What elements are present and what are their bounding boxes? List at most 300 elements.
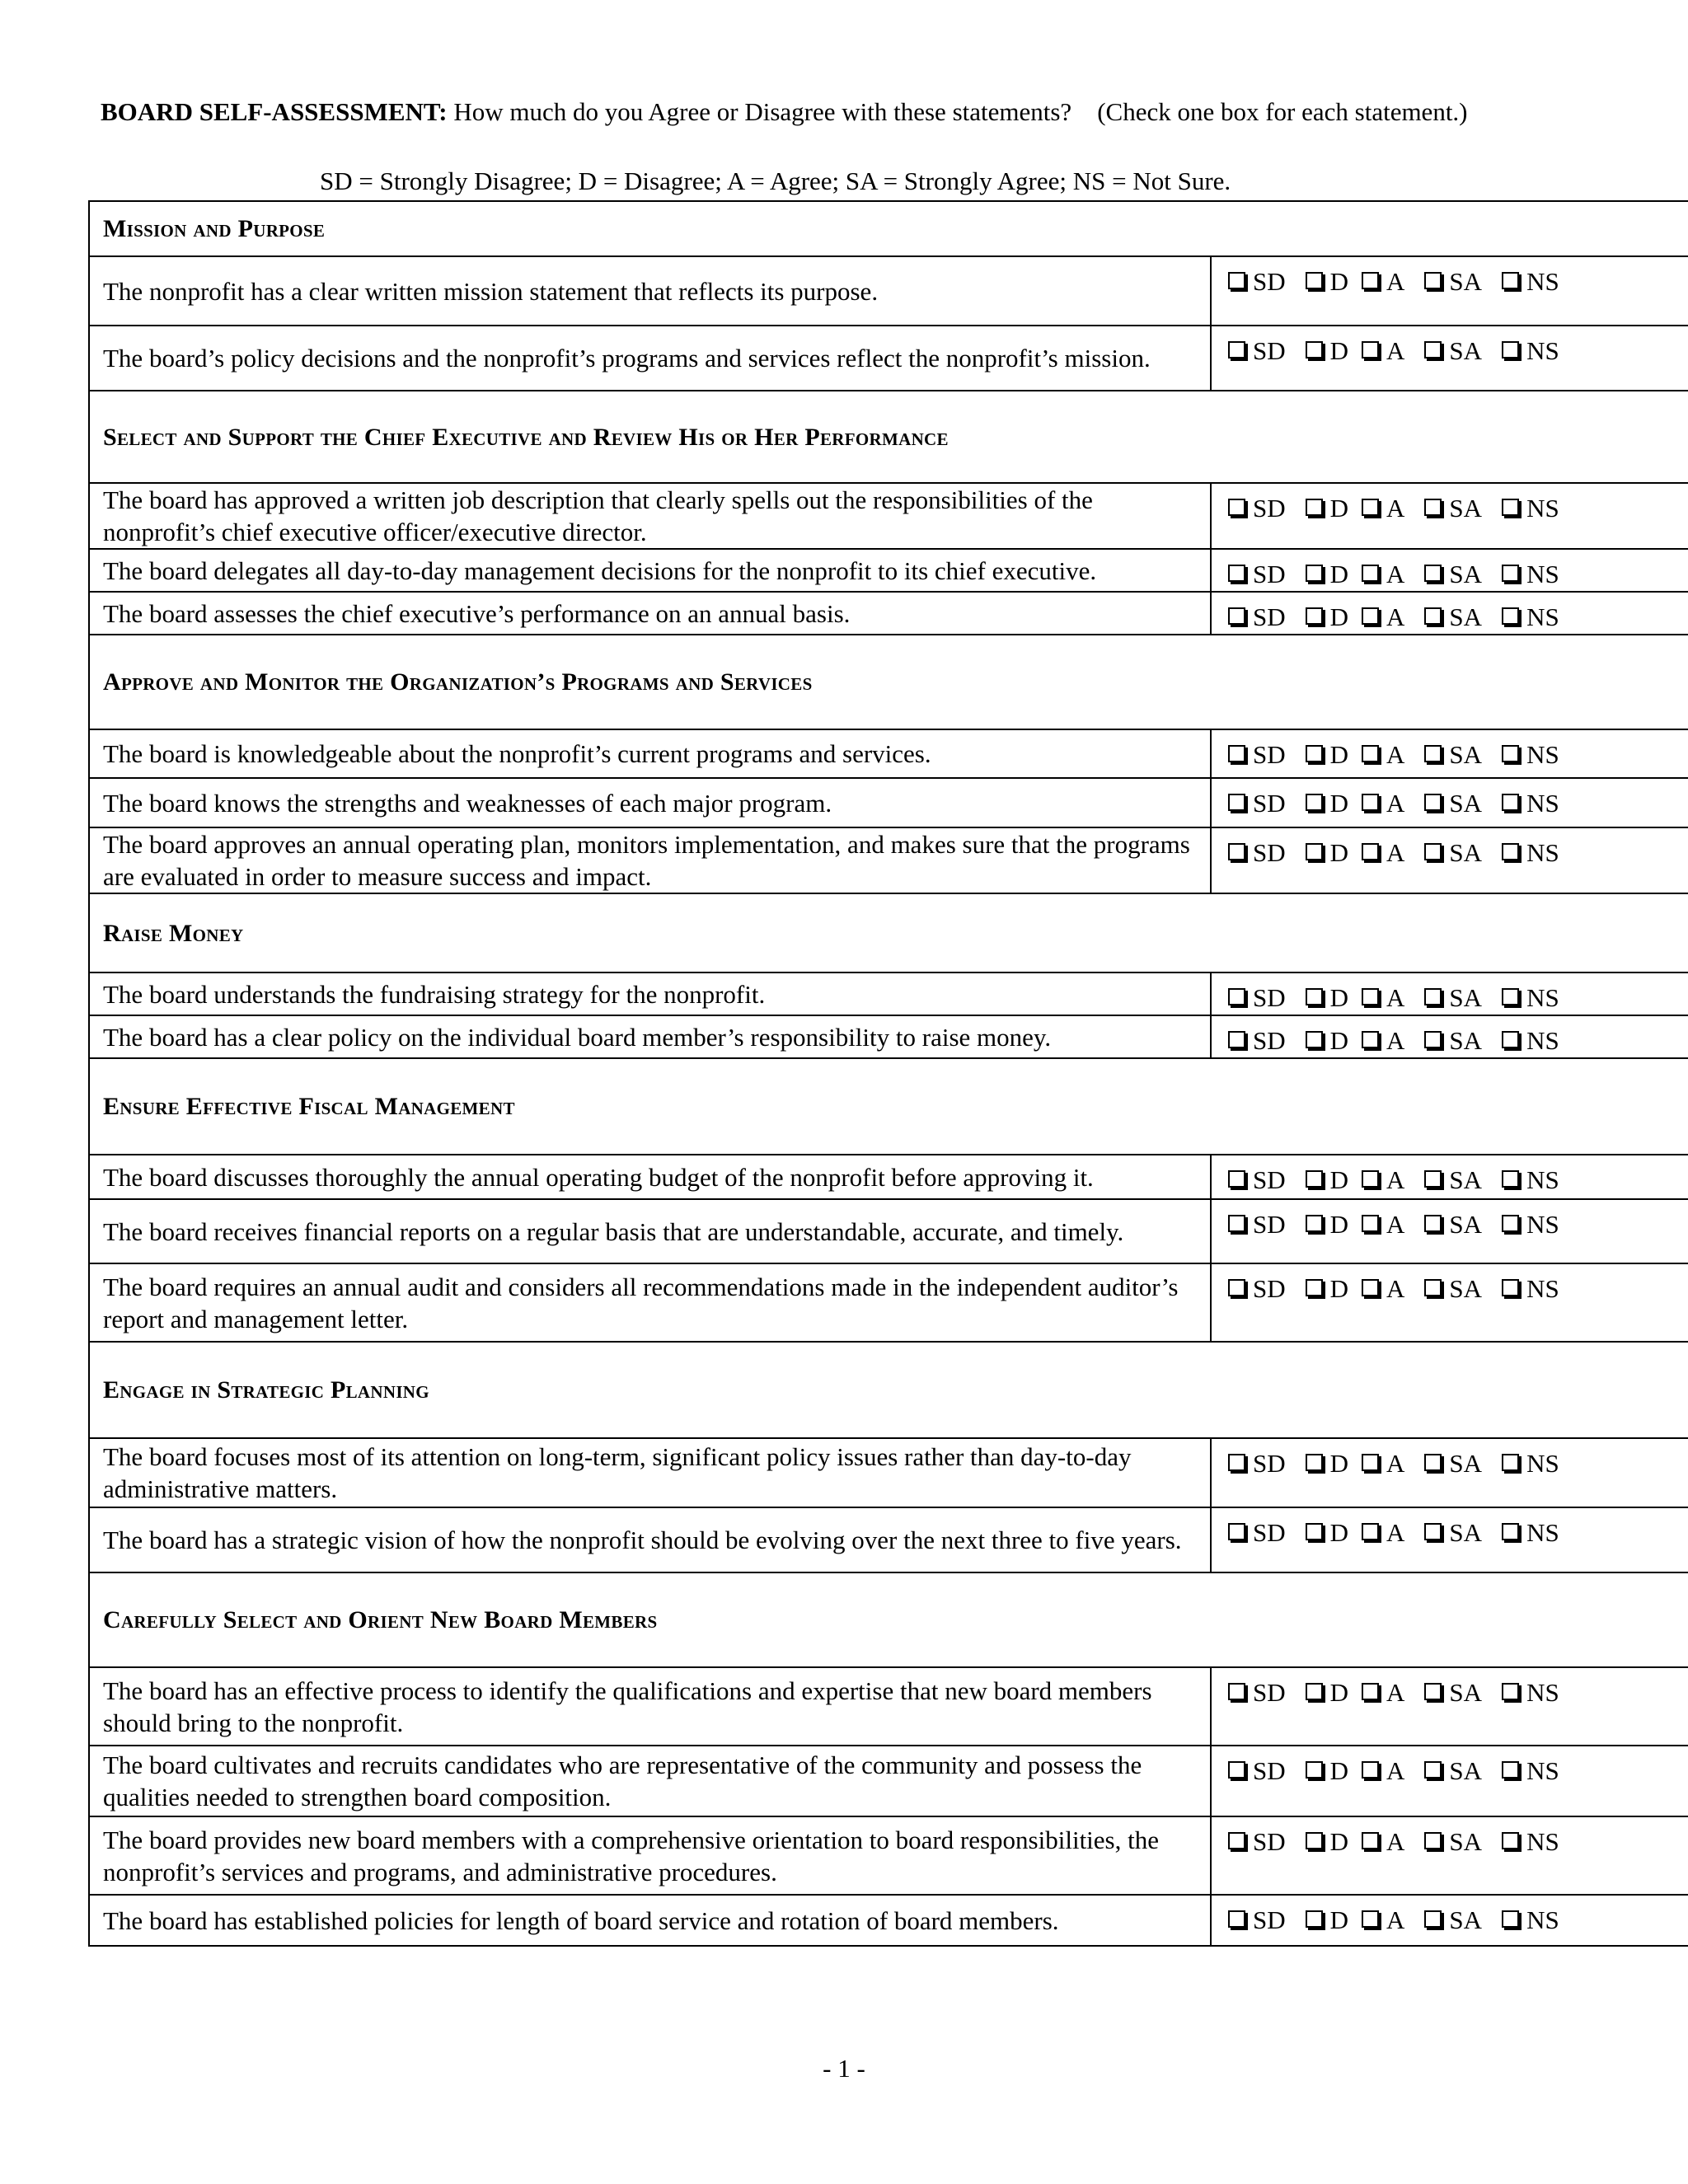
checkbox-icon[interactable] (1362, 745, 1379, 762)
rating-option-sa[interactable] (1424, 982, 1482, 1014)
rating-option-label: D (1329, 838, 1349, 867)
checkbox-icon[interactable] (1424, 745, 1442, 762)
checkbox-icon[interactable] (1502, 1031, 1519, 1048)
checkbox-icon[interactable] (1502, 565, 1519, 582)
rating-option-label: D (1329, 1165, 1349, 1194)
checkbox-icon[interactable] (1502, 1683, 1519, 1700)
rating-option-label: A (1386, 740, 1405, 769)
checkbox-icon[interactable] (1362, 794, 1379, 811)
checkbox-icon[interactable] (1362, 1215, 1379, 1232)
rating-option-d[interactable] (1306, 558, 1348, 590)
rating-option-a[interactable] (1362, 1676, 1404, 1708)
checkbox-icon[interactable] (1362, 1761, 1379, 1779)
rating-option-label: SA (1449, 983, 1483, 1012)
rating-option-label: SD (1253, 983, 1286, 1012)
rating-option-ns[interactable] (1502, 1024, 1559, 1057)
form-title: BOARD SELF-ASSESSMENT: (101, 97, 448, 126)
statement-text: The board focuses most of its attention on long-term, significant policy issues rather than day-to-day administrative matters. (89, 1438, 1211, 1507)
rating-option-sd[interactable] (1228, 492, 1286, 524)
checkbox-icon[interactable] (1228, 499, 1245, 516)
rating-option-sa[interactable] (1424, 1208, 1482, 1240)
checkbox-icon[interactable] (1502, 843, 1519, 860)
rating-option-d[interactable] (1306, 787, 1348, 819)
rating-option-label: NS (1526, 838, 1559, 867)
rating-option-label: SD (1253, 1678, 1286, 1707)
rating-option-a[interactable] (1362, 1904, 1404, 1936)
checkbox-icon[interactable] (1362, 1170, 1379, 1188)
rating-option-ns[interactable] (1502, 837, 1559, 869)
rating-option-ns[interactable] (1502, 1164, 1559, 1196)
checkbox-icon[interactable] (1306, 341, 1323, 359)
checkbox-icon[interactable] (1424, 1031, 1442, 1048)
rating-option-sd[interactable] (1228, 1516, 1286, 1549)
checkbox-icon[interactable] (1306, 499, 1323, 516)
rating-option-sa[interactable] (1424, 1825, 1482, 1858)
checkbox-icon[interactable] (1424, 1683, 1442, 1700)
rating-option-sd[interactable] (1228, 1825, 1286, 1858)
rating-option-label: SD (1253, 740, 1286, 769)
checkbox-icon[interactable] (1424, 499, 1442, 516)
rating-option-sa[interactable] (1424, 738, 1482, 771)
checkbox-icon[interactable] (1502, 1215, 1519, 1232)
rating-option-a[interactable] (1362, 738, 1404, 771)
checkbox-icon[interactable] (1306, 272, 1323, 289)
statement-text: The board requires an annual audit and considers all recommendations made in the independent auditor’s report and management letter. (89, 1263, 1211, 1342)
rating-option-a[interactable] (1362, 1516, 1404, 1549)
checkbox-icon[interactable] (1306, 1832, 1323, 1849)
checkbox-icon[interactable] (1228, 1683, 1245, 1700)
checkbox-icon[interactable] (1306, 1683, 1323, 1700)
rating-option-label: NS (1526, 1756, 1559, 1785)
statement-row (89, 827, 1688, 893)
rating-option-label: D (1329, 1274, 1349, 1303)
rating-option-d[interactable] (1306, 738, 1348, 771)
rating-option-ns[interactable] (1502, 1825, 1559, 1858)
checkbox-icon[interactable] (1362, 1832, 1379, 1849)
checkbox-icon[interactable] (1502, 1910, 1519, 1928)
rating-option-ns[interactable] (1502, 265, 1559, 298)
rating-option-sa[interactable] (1424, 335, 1482, 367)
rating-option-sa[interactable] (1424, 837, 1482, 869)
checkbox-icon[interactable] (1362, 1279, 1379, 1296)
rating-option-sd[interactable] (1228, 1272, 1286, 1305)
rating-option-label: A (1386, 602, 1405, 631)
rating-option-label: SD (1253, 494, 1286, 523)
rating-option-sd[interactable] (1228, 335, 1286, 367)
rating-option-a[interactable] (1362, 787, 1404, 819)
statement-text: The board cultivates and recruits candidates who are representative of the community and possess the qualities needed to strengthen board composition. (89, 1746, 1211, 1816)
section-title: Raise Money (89, 893, 1688, 972)
rating-option-sa[interactable] (1424, 1516, 1482, 1549)
rating-option-label: NS (1526, 494, 1559, 523)
rating-option-a[interactable] (1362, 265, 1404, 298)
rating-option-label: NS (1526, 1518, 1559, 1547)
rating-option-label: D (1329, 336, 1349, 365)
rating-option-sd[interactable] (1228, 982, 1286, 1014)
statement-text: The board’s policy decisions and the nonprofit’s programs and services reflect the nonprofit’s mission. (89, 326, 1211, 391)
checkbox-icon[interactable] (1228, 794, 1245, 811)
checkbox-icon[interactable] (1228, 272, 1245, 289)
rating-options (1211, 1263, 1688, 1342)
checkbox-icon[interactable] (1306, 1215, 1323, 1232)
rating-option-a[interactable] (1362, 982, 1404, 1014)
rating-option-d[interactable] (1306, 1164, 1348, 1196)
statement-text: The board provides new board members with a comprehensive orientation to board responsibilities, the nonprofit’s services and programs, and administrative procedures. (89, 1816, 1211, 1895)
rating-options (1211, 549, 1688, 592)
checkbox-icon[interactable] (1362, 1031, 1379, 1048)
checkbox-icon[interactable] (1362, 988, 1379, 1005)
checkbox-icon[interactable] (1502, 1454, 1519, 1471)
checkbox-icon[interactable] (1424, 1761, 1442, 1779)
rating-option-label: SA (1449, 1026, 1483, 1055)
assessment-table (88, 200, 1688, 1947)
checkbox-icon[interactable] (1228, 843, 1245, 860)
rating-option-label: A (1386, 560, 1405, 588)
checkbox-icon[interactable] (1502, 499, 1519, 516)
rating-option-ns[interactable] (1502, 738, 1559, 771)
checkbox-icon[interactable] (1306, 1523, 1323, 1540)
rating-option-label: A (1386, 1756, 1405, 1785)
statement-row (89, 972, 1688, 1015)
checkbox-icon[interactable] (1228, 341, 1245, 359)
rating-option-sd[interactable] (1228, 1755, 1286, 1787)
checkbox-icon[interactable] (1502, 1279, 1519, 1296)
checkbox-icon[interactable] (1228, 1215, 1245, 1232)
rating-option-d[interactable] (1306, 601, 1348, 633)
rating-option-a[interactable] (1362, 558, 1404, 590)
rating-options (1211, 1438, 1688, 1507)
checkbox-icon[interactable] (1306, 745, 1323, 762)
section-row (89, 391, 1688, 483)
rating-option-label: D (1329, 1756, 1349, 1785)
rating-option-d[interactable] (1306, 1755, 1348, 1787)
section-title: Engage in Strategic Planning (89, 1342, 1688, 1438)
checkbox-icon[interactable] (1502, 1832, 1519, 1849)
checkbox-icon[interactable] (1306, 1910, 1323, 1928)
rating-option-label: SA (1449, 267, 1483, 296)
checkbox-icon[interactable] (1306, 607, 1323, 625)
rating-option-label: NS (1526, 602, 1559, 631)
checkbox-icon[interactable] (1228, 1031, 1245, 1048)
rating-option-ns[interactable] (1502, 1516, 1559, 1549)
checkbox-icon[interactable] (1502, 1523, 1519, 1540)
rating-option-label: NS (1526, 267, 1559, 296)
rating-options (1211, 1155, 1688, 1199)
rating-option-sd[interactable] (1228, 787, 1286, 819)
rating-option-sd[interactable] (1228, 1447, 1286, 1479)
checkbox-icon[interactable] (1228, 988, 1245, 1005)
rating-option-d[interactable] (1306, 837, 1348, 869)
section-title: Approve and Monitor the Organization’s Programs and Services (89, 635, 1688, 729)
rating-option-sa[interactable] (1424, 1676, 1482, 1708)
rating-option-sa[interactable] (1424, 265, 1482, 298)
rating-option-label: A (1386, 267, 1405, 296)
statement-text: The board is knowledgeable about the nonprofit’s current programs and services. (89, 729, 1211, 778)
rating-option-label: A (1386, 1026, 1405, 1055)
rating-option-a[interactable] (1362, 1825, 1404, 1858)
rating-option-label: SD (1253, 1449, 1286, 1478)
rating-option-sa[interactable] (1424, 1164, 1482, 1196)
rating-option-ns[interactable] (1502, 1272, 1559, 1305)
rating-options (1211, 1746, 1688, 1816)
checkbox-icon[interactable] (1306, 565, 1323, 582)
checkbox-icon[interactable] (1424, 1279, 1442, 1296)
rating-option-label: NS (1526, 789, 1559, 818)
form-question: How much do you Agree or Disagree with these statements? (453, 97, 1072, 126)
rating-option-sd[interactable] (1228, 738, 1286, 771)
rating-option-label: NS (1526, 1210, 1559, 1239)
rating-option-ns[interactable] (1502, 558, 1559, 590)
statement-text: The board approves an annual operating plan, monitors implementation, and makes sure that the programs are evaluated in order to measure success and impact. (89, 827, 1211, 893)
checkbox-icon[interactable] (1228, 1170, 1245, 1188)
rating-option-d[interactable] (1306, 492, 1348, 524)
rating-option-label: SD (1253, 1165, 1286, 1194)
rating-option-label: SA (1449, 1210, 1483, 1239)
checkbox-icon[interactable] (1306, 1279, 1323, 1296)
rating-option-a[interactable] (1362, 837, 1404, 869)
section-title: Mission and Purpose (89, 201, 1688, 256)
statement-text: The board has a strategic vision of how the nonprofit should be evolving over the next three to five years. (89, 1507, 1211, 1572)
rating-option-label: SA (1449, 602, 1483, 631)
rating-options (1211, 729, 1688, 778)
rating-options (1211, 326, 1688, 391)
checkbox-icon[interactable] (1228, 745, 1245, 762)
checkbox-icon[interactable] (1306, 1031, 1323, 1048)
checkbox-icon[interactable] (1502, 794, 1519, 811)
rating-option-sa[interactable] (1424, 1755, 1482, 1787)
rating-option-d[interactable] (1306, 265, 1348, 298)
checkbox-icon[interactable] (1502, 1170, 1519, 1188)
rating-option-d[interactable] (1306, 1208, 1348, 1240)
rating-option-label: D (1329, 740, 1349, 769)
rating-option-label: SD (1253, 1905, 1286, 1934)
checkbox-icon[interactable] (1228, 565, 1245, 582)
rating-option-label: D (1329, 1026, 1349, 1055)
rating-option-a[interactable] (1362, 1024, 1404, 1057)
checkbox-icon[interactable] (1362, 1454, 1379, 1471)
rating-option-label: A (1386, 494, 1405, 523)
rating-option-label: NS (1526, 1678, 1559, 1707)
rating-option-label: NS (1526, 1827, 1559, 1856)
rating-option-sa[interactable] (1424, 787, 1482, 819)
rating-option-sa[interactable] (1424, 558, 1482, 590)
checkbox-icon[interactable] (1424, 1454, 1442, 1471)
form-header (101, 97, 1468, 127)
checkbox-icon[interactable] (1424, 1832, 1442, 1849)
rating-option-d[interactable] (1306, 1516, 1348, 1549)
checkbox-icon[interactable] (1424, 794, 1442, 811)
statement-text: The board has an effective process to identify the qualifications and expertise that new board members should bring to the nonprofit. (89, 1667, 1211, 1746)
checkbox-icon[interactable] (1362, 843, 1379, 860)
rating-option-label: A (1386, 789, 1405, 818)
rating-option-d[interactable] (1306, 1825, 1348, 1858)
rating-option-label: D (1329, 1827, 1349, 1856)
statement-row (89, 592, 1688, 635)
rating-option-sd[interactable] (1228, 1208, 1286, 1240)
rating-option-sd[interactable] (1228, 265, 1286, 298)
rating-option-label: NS (1526, 740, 1559, 769)
rating-option-a[interactable] (1362, 601, 1404, 633)
rating-option-d[interactable] (1306, 1676, 1348, 1708)
rating-option-ns[interactable] (1502, 1676, 1559, 1708)
statement-text: The board has a clear policy on the individual board member’s responsibility to raise money. (89, 1015, 1211, 1058)
checkbox-icon[interactable] (1502, 341, 1519, 359)
checkbox-icon[interactable] (1362, 607, 1379, 625)
checkbox-icon[interactable] (1424, 1523, 1442, 1540)
statement-row (89, 1507, 1688, 1572)
checkbox-icon[interactable] (1424, 1215, 1442, 1232)
rating-option-a[interactable] (1362, 1755, 1404, 1787)
rating-option-sa[interactable] (1424, 492, 1482, 524)
rating-option-ns[interactable] (1502, 601, 1559, 633)
checkbox-icon[interactable] (1502, 607, 1519, 625)
rating-option-a[interactable] (1362, 1272, 1404, 1305)
rating-option-ns[interactable] (1502, 1904, 1559, 1936)
rating-option-d[interactable] (1306, 1272, 1348, 1305)
rating-option-a[interactable] (1362, 1208, 1404, 1240)
section-row (89, 635, 1688, 729)
checkbox-icon[interactable] (1424, 272, 1442, 289)
rating-option-label: D (1329, 1449, 1349, 1478)
section-row (89, 1342, 1688, 1438)
checkbox-icon[interactable] (1306, 843, 1323, 860)
rating-option-d[interactable] (1306, 982, 1348, 1014)
rating-option-label: NS (1526, 1449, 1559, 1478)
rating-option-label: SA (1449, 1165, 1483, 1194)
checkbox-icon[interactable] (1228, 1523, 1245, 1540)
rating-option-sa[interactable] (1424, 1904, 1482, 1936)
checkbox-icon[interactable] (1362, 1683, 1379, 1700)
rating-options (1211, 1507, 1688, 1572)
rating-options (1211, 1015, 1688, 1058)
statement-text: The board assesses the chief executive’s performance on an annual basis. (89, 592, 1211, 635)
rating-option-a[interactable] (1362, 1164, 1404, 1196)
rating-option-label: SD (1253, 602, 1286, 631)
rating-option-label: A (1386, 838, 1405, 867)
checkbox-icon[interactable] (1362, 499, 1379, 516)
rating-option-label: SD (1253, 267, 1286, 296)
section-title: Select and Support the Chief Executive and Review His or Her Performance (89, 391, 1688, 483)
rating-option-label: NS (1526, 1026, 1559, 1055)
rating-option-ns[interactable] (1502, 787, 1559, 819)
rating-option-sa[interactable] (1424, 601, 1482, 633)
checkbox-icon[interactable] (1424, 607, 1442, 625)
rating-option-ns[interactable] (1502, 492, 1559, 524)
rating-option-label: A (1386, 1905, 1405, 1934)
checkbox-icon[interactable] (1306, 1454, 1323, 1471)
rating-option-a[interactable] (1362, 492, 1404, 524)
rating-option-d[interactable] (1306, 1024, 1348, 1057)
checkbox-icon[interactable] (1306, 794, 1323, 811)
rating-option-d[interactable] (1306, 335, 1348, 367)
rating-option-sa[interactable] (1424, 1447, 1482, 1479)
rating-option-ns[interactable] (1502, 982, 1559, 1014)
checkbox-icon[interactable] (1228, 1761, 1245, 1779)
checkbox-icon[interactable] (1424, 1170, 1442, 1188)
checkbox-icon[interactable] (1502, 272, 1519, 289)
rating-option-label: SD (1253, 1518, 1286, 1547)
statement-row (89, 483, 1688, 549)
rating-option-label: SD (1253, 1210, 1286, 1239)
checkbox-icon[interactable] (1424, 843, 1442, 860)
checkbox-icon[interactable] (1502, 745, 1519, 762)
rating-option-sd[interactable] (1228, 1024, 1286, 1057)
rating-option-label: SA (1449, 1678, 1483, 1707)
rating-options (1211, 592, 1688, 635)
checkbox-icon[interactable] (1424, 1910, 1442, 1928)
rating-option-ns[interactable] (1502, 1208, 1559, 1240)
statement-text: The board delegates all day-to-day management decisions for the nonprofit to its chief executive. (89, 549, 1211, 592)
rating-option-label: SA (1449, 740, 1483, 769)
rating-option-label: A (1386, 1518, 1405, 1547)
rating-option-sd[interactable] (1228, 837, 1286, 869)
statement-row (89, 1816, 1688, 1895)
rating-option-label: D (1329, 267, 1349, 296)
checkbox-icon[interactable] (1362, 1523, 1379, 1540)
checkbox-icon[interactable] (1424, 341, 1442, 359)
rating-option-label: SA (1449, 1827, 1483, 1856)
rating-option-a[interactable] (1362, 335, 1404, 367)
checkbox-icon[interactable] (1228, 607, 1245, 625)
rating-option-label: SA (1449, 838, 1483, 867)
checkbox-icon[interactable] (1306, 1761, 1323, 1779)
rating-option-label: SA (1449, 1756, 1483, 1785)
checkbox-icon[interactable] (1424, 988, 1442, 1005)
rating-option-sd[interactable] (1228, 601, 1286, 633)
checkbox-icon[interactable] (1362, 1910, 1379, 1928)
checkbox-icon[interactable] (1362, 341, 1379, 359)
rating-option-d[interactable] (1306, 1904, 1348, 1936)
rating-option-d[interactable] (1306, 1447, 1348, 1479)
checkbox-icon[interactable] (1228, 1454, 1245, 1471)
rating-option-sd[interactable] (1228, 1164, 1286, 1196)
rating-option-label: D (1329, 494, 1349, 523)
checkbox-icon[interactable] (1306, 1170, 1323, 1188)
checkbox-icon[interactable] (1362, 565, 1379, 582)
checkbox-icon[interactable] (1228, 1279, 1245, 1296)
rating-option-ns[interactable] (1502, 1447, 1559, 1479)
checkbox-icon[interactable] (1362, 272, 1379, 289)
rating-options (1211, 778, 1688, 827)
rating-options (1211, 1816, 1688, 1895)
rating-option-ns[interactable] (1502, 1755, 1559, 1787)
checkbox-icon[interactable] (1502, 1761, 1519, 1779)
checkbox-icon[interactable] (1306, 988, 1323, 1005)
checkbox-icon[interactable] (1424, 565, 1442, 582)
checkbox-icon[interactable] (1502, 988, 1519, 1005)
checkbox-icon[interactable] (1228, 1832, 1245, 1849)
rating-option-label: SA (1449, 1518, 1483, 1547)
rating-option-label: NS (1526, 560, 1559, 588)
rating-option-label: A (1386, 1827, 1405, 1856)
checkbox-icon[interactable] (1228, 1910, 1245, 1928)
rating-option-label: SA (1449, 336, 1483, 365)
rating-option-sd[interactable] (1228, 1904, 1286, 1936)
rating-option-label: D (1329, 602, 1349, 631)
rating-option-label: A (1386, 1449, 1405, 1478)
rating-option-sd[interactable] (1228, 1676, 1286, 1708)
rating-option-a[interactable] (1362, 1447, 1404, 1479)
rating-option-sa[interactable] (1424, 1272, 1482, 1305)
statement-row (89, 1155, 1688, 1199)
statement-row (89, 1438, 1688, 1507)
rating-option-ns[interactable] (1502, 335, 1559, 367)
statement-row (89, 1667, 1688, 1746)
section-row (89, 893, 1688, 972)
rating-option-sa[interactable] (1424, 1024, 1482, 1057)
rating-option-sd[interactable] (1228, 558, 1286, 590)
statement-text: The board knows the strengths and weaknesses of each major program. (89, 778, 1211, 827)
